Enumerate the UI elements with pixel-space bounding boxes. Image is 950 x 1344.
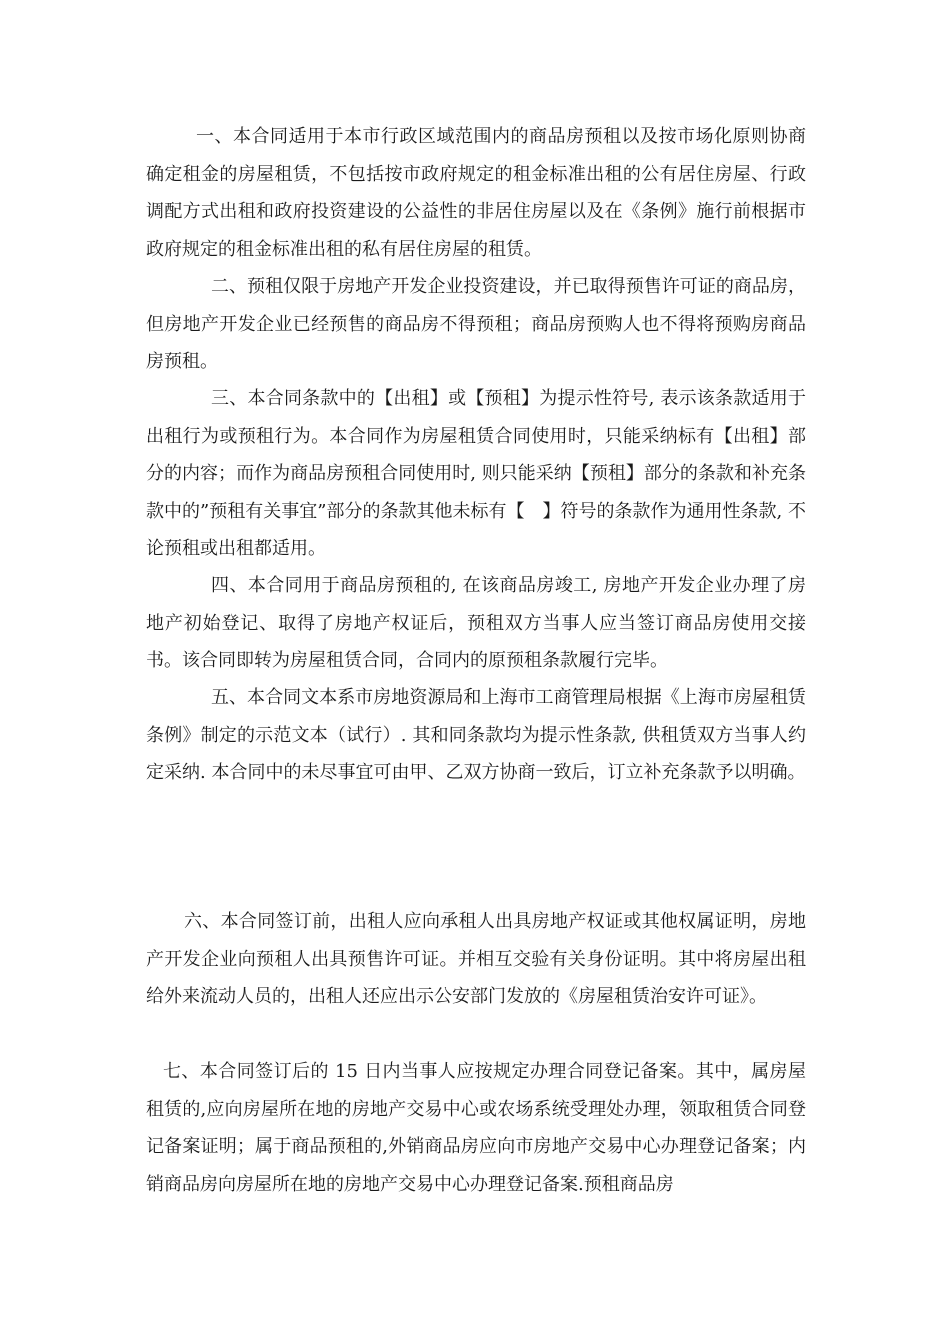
clause-5-paragraph: 五、本合同文本系市房地资源局和上海市工商管理局根据《上海市房屋租赁条例》制定的示范文本（试行）. 其和同条款均为提示性条款, 供租赁双方当事人约定采纳. 本合同中的未尽事宜可由甲、乙双方协商一致后，订立补充条款予以明确。: [146, 687, 806, 783]
clause-2-paragraph: 二、预租仅限于房地产开发企业投资建设，并已取得预售许可证的商品房，但房地产开发企业已经预售的商品房不得预租；商品房预购人也不得将预购房商品房预租。: [146, 276, 806, 372]
clause-3-paragraph: 三、本合同条款中的【出租】或【预租】为提示性符号, 表示该条款适用于出租行为或预租行为。本合同作为房屋租赁合同使用时，只能采纳标有【出租】部分的内容；而作为商品房预租合同使用时, 则只能采纳【预租】部分的条款和补充条款中的”预租有关事宜”部分的条款其他未标有【 】符号的条款作为通用性条款, 不论预租或出租都适用。: [146, 388, 806, 559]
clause-1-paragraph: 一、本合同适用于本市行政区域范围内的商品房预租以及按市场化原则协商确定租金的房屋租赁，不包括按市政府规定的租金标准出租的公有居住房屋、行政调配方式出租和政府投资建设的公益性的非居住房屋以及在《条例》施行前根据市政府规定的租金标准出租的私有居住房屋的租赁。: [146, 126, 806, 260]
clause-7-paragraph: 七、本合同签订后的 15 日内当事人应按规定办理合同登记备案。其中，属房屋租赁的,应向房屋所在地的房地产交易中心或农场系统受理处办理，领取租赁合同登记备案证明；属于商品预租的,外销商品房应向市房地产交易中心办理登记备案；内销商品房向房屋所在地的房地产交易中心办理登记备案.预租商品房: [146, 1061, 806, 1195]
clause-6-paragraph: 六、本合同签订前，出租人应向承租人出具房地产权证或其他权属证明，房地产开发企业向预租人出具预售许可证。并相互交验有关身份证明。其中将房屋出租给外来流动人员的，出租人还应出示公安部门发放的《房屋租赁治安许可证》。: [146, 911, 806, 1007]
clause-4-paragraph: 四、本合同用于商品房预租的, 在该商品房竣工, 房地产开发企业办理了房地产初始登记、取得了房地产权证后，预租双方当事人应当签订商品房使用交接书。该合同即转为房屋租赁合同，合同内的原预租条款履行完毕。: [146, 575, 806, 671]
